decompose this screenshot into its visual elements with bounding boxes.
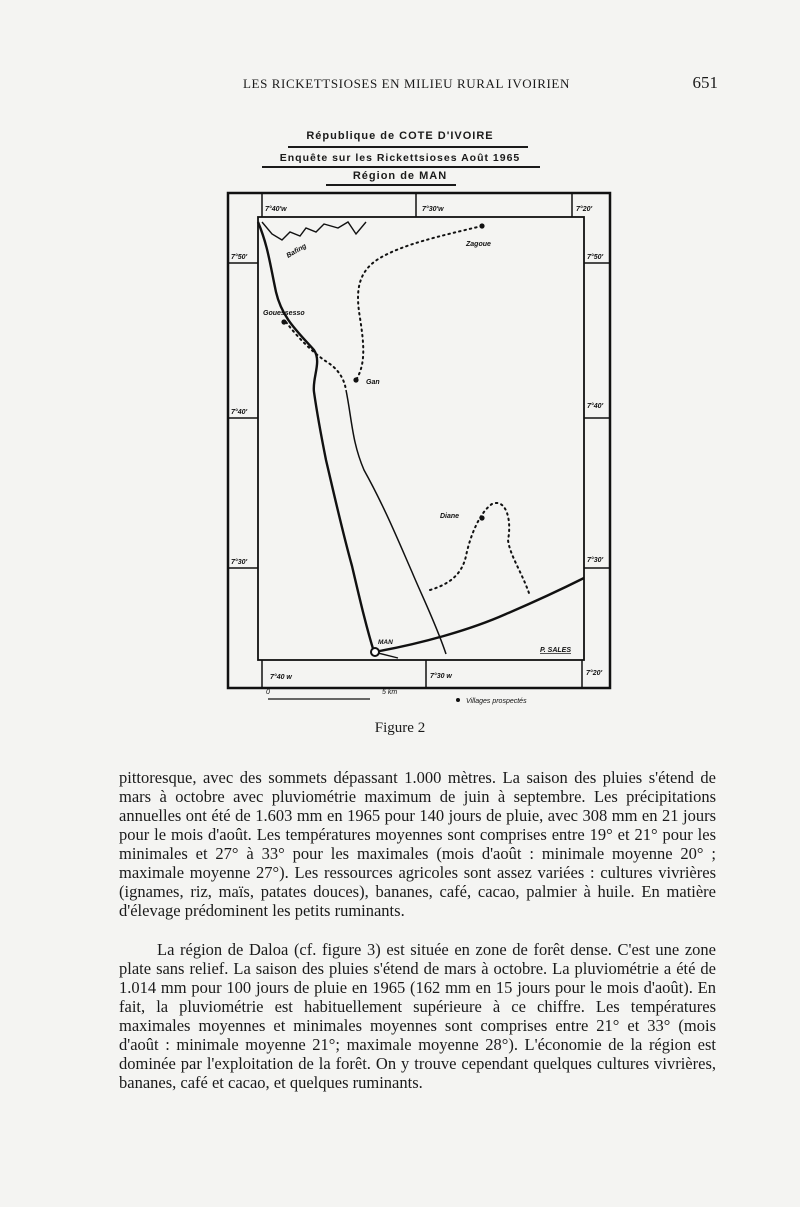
- scale-zero: 0: [266, 689, 270, 696]
- village-marker-gan: [353, 377, 358, 382]
- place-man: MAN: [378, 639, 393, 646]
- graticule-ticks: [228, 193, 610, 688]
- figure-caption: Figure 2: [374, 720, 426, 736]
- place-diane: Diane: [440, 513, 460, 520]
- coord-bottom-left: 7°40 w: [270, 674, 292, 681]
- village-marker-zagoue: [479, 223, 484, 228]
- paragraph: La région de Daloa (cf. figure 3) est située en zone de forêt dense. C'est une zone plate sans relief. La saison des pluies s'étend de mars à octobre. La pluviométrie a été de 1.014 mm pour 100 jours de pluie en 1965 (162 mm en 15 jours pour le mois d'août). En fait, la pluviométrie est habituellement supérieure à ce chiffre. Les températures maximales moyennes et minimales moyennes sont comprises entre 21° et 33° (mois d'août : minimale moyenne 21°; maximale moyenne 28°). L'économie de la région est dominée par l'exploitation de la forêt. On y trouve cependant quelques cultures vivrières, bananes, café et cacao, et quelques ruminants.: [119, 940, 716, 1092]
- paragraph: pittoresque, avec des sommets dépassant 1.000 mètres. La saison des pluies s'étend de mars à octobre avec pluviométrie maximum de juin à septembre. Les précipitations annuelles ont été de 1.603 mm en 1965 pour 140 jours de pluie, avec 308 mm en 21 jours pour le mois d'août. Les températures moyennes sont comprises entre 19° et 21° pour les minimales et 27° à 33° pour les maximales (mois d'août : minimale moyenne 20° ; maximale moyenne 27°). Les ressources agricoles sont assez variées : cultures vivrières (ignames, riz, maïs, patates douces), bananes, café, cacao, palmier à huile. En matière d'élevage prédominent les petits ruminants.: [119, 768, 716, 920]
- page-number: 651: [692, 73, 718, 92]
- coord-left-2: 7°40': [231, 409, 248, 416]
- coord-left-1: 7°50': [231, 254, 248, 261]
- bafing-river: [262, 222, 366, 240]
- coord-top-mid: 7°30'w: [422, 206, 444, 213]
- river-center: [346, 390, 446, 654]
- legend-dot: [456, 698, 460, 702]
- coord-right-2: 7°40': [587, 403, 604, 410]
- place-gan: Gan: [366, 379, 380, 386]
- coord-right-3: 7°30': [587, 557, 604, 564]
- map-title-line3: Région de MAN: [352, 170, 448, 182]
- place-zagoue: Zagoue: [466, 241, 491, 248]
- map-title-line2: Enquête sur les Rickettsioses Août 1965: [279, 152, 521, 164]
- running-title: LES RICKETTSIOSES EN MILIEU RURAL IVOIRIEN: [243, 76, 570, 91]
- map-title-line1: République de COTE D'IVOIRE: [306, 130, 494, 142]
- coord-bottom-right: 7°20': [586, 670, 603, 677]
- coord-left-3: 7°30': [231, 559, 248, 566]
- coord-bottom-mid: 7°30 w: [430, 673, 452, 680]
- map-author: P. SALES: [540, 647, 571, 654]
- coord-top-right: 7°20': [576, 206, 593, 213]
- village-markers: [281, 223, 484, 656]
- village-marker-diane: [479, 515, 484, 520]
- town-marker-man: [371, 648, 379, 656]
- scale-label: 5 km: [382, 689, 398, 696]
- legend-label: Villages prospectés: [466, 698, 527, 705]
- dotted-routes: [286, 226, 530, 596]
- village-marker-gouessesso: [281, 319, 286, 324]
- place-bafing: Bafing: [285, 242, 308, 260]
- coord-top-left: 7°40'w: [265, 206, 287, 213]
- place-gouessesso: Gouessesso: [263, 310, 305, 317]
- map-outer-frame: [228, 193, 610, 688]
- road-west: [258, 222, 374, 652]
- road-east: [374, 578, 584, 652]
- coord-right-1: 7°50': [587, 254, 604, 261]
